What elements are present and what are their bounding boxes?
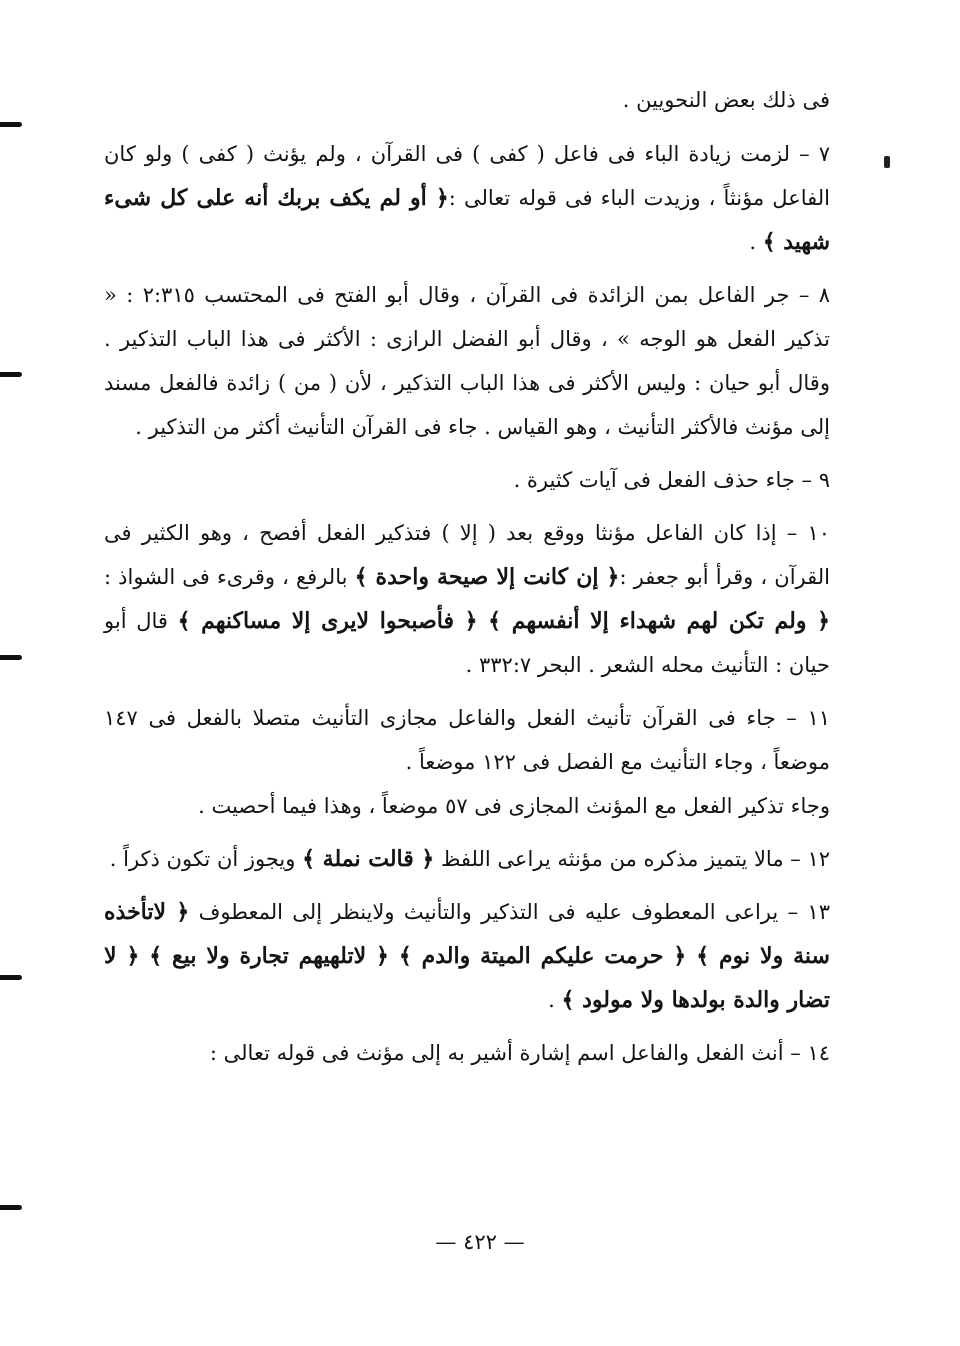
note-text: قال أبو حيان : التأنيث محله الشعر . البحر ٣٣٢:٧ . xyxy=(104,609,830,677)
note-paragraph xyxy=(104,837,830,881)
page-number: — ٤٢٢ — xyxy=(435,1230,525,1254)
note-paragraph xyxy=(104,132,830,264)
note-text: . xyxy=(548,988,562,1012)
scan-speck xyxy=(884,156,890,168)
note-text: . xyxy=(749,230,763,254)
quran-quote: ﴿ إن كانت إلا صيحة واحدة ﴾ xyxy=(354,564,620,590)
note-paragraph xyxy=(104,784,830,828)
note-text: ١١ – جاء فى القرآن تأنيث الفعل والفاعل مجازى التأنيث متصلا بالفعل فى ١٤٧ موضعاً ، وجاء التأنيث مع الفصل فى ١٢٢ موضعاً . xyxy=(104,706,830,774)
note-text: ١٤ – أنث الفعل والفاعل اسم إشارة أشير به إلى مؤنث فى قوله تعالى : xyxy=(209,1041,830,1065)
note-paragraph xyxy=(104,1031,830,1075)
scan-edge-mark xyxy=(0,1205,22,1210)
note-text: بالرفع ، وقرىء فى الشواذ : xyxy=(104,565,355,589)
note-text: ٧ – لزمت زيادة الباء فى فاعل ( كفى ) فى القرآن ، ولم يؤنث ( كفى ) ولو كان الفاعل مؤنثاً ، وزيدت الباء فى قوله تعالى : xyxy=(104,142,830,210)
quran-quote: ﴿ لاتأخذه سنة ولا نوم ﴾ ﴿ حرمت عليكم الميتة والدم ﴾ ﴿ لاتلهيهم تجارة ولا بيع ﴾ ﴿ لا تضار والدة بولدها ولا مولود ﴾ xyxy=(104,899,830,1013)
quran-quote: ﴿ أو لم يكف بربك أنه على كل شىء شهيد ﴾ xyxy=(104,185,830,255)
note-text: ٩ – جاء حذف الفعل فى آيات كثيرة . xyxy=(513,468,830,492)
note-text: ٨ – جر الفاعل بمن الزائدة فى القرآن ، وقال أبو الفتح فى المحتسب ٢:٣١٥ : « تذكير الفعل هو الوجه » ، وقال أبو الفضل الرازى : الأكثر فى هذا الباب التذكير . وقال أبو حيان : وليس الأكثر فى هذا الباب التذكير ، لأن ( من ) زائدة فالفعل مسند إلى مؤنث فالأكثر التأنيث ، وهو القياس . جاء فى القرآن التأنيث أكثر من التذكير . xyxy=(104,283,830,439)
note-paragraph xyxy=(104,458,830,502)
scan-edge-mark xyxy=(0,122,22,127)
quran-quote: ﴿ قالت نملة ﴾ xyxy=(302,846,435,872)
scan-edge-mark xyxy=(0,975,22,980)
note-paragraph xyxy=(104,273,830,449)
note-text: وجاء تذكير الفعل مع المؤنث المجازى فى ٥٧ موضعاً ، وهذا فيما أحصيت . xyxy=(198,794,830,818)
note-paragraph xyxy=(104,696,830,784)
page-body xyxy=(104,78,830,1084)
note-text: ١٢ – مالا يتميز مذكره من مؤنثه يراعى اللفظ xyxy=(434,847,830,871)
note-text: ويجوز أن تكون ذكراً . xyxy=(109,847,303,871)
note-text: ١٣ – يراعى المعطوف عليه فى التذكير والتأنيث ولاينظر إلى المعطوف xyxy=(189,900,830,924)
note-paragraph xyxy=(104,511,830,687)
opening-line: فى ذلك بعض النحويين . xyxy=(622,88,830,112)
scan-edge-mark xyxy=(0,372,22,377)
numbered-notes-list xyxy=(104,132,830,1075)
scan-edge-mark xyxy=(0,655,22,660)
note-text: ١٠ – إذا كان الفاعل مؤنثا ووقع بعد ( إلا ) فتذكير الفعل أفصح ، وهو الكثير فى القرآن ، وقرأ أبو جعفر : xyxy=(104,521,830,589)
quran-quote: ﴿ ولم تكن لهم شهداء إلا أنفسهم ﴾ ﴿ فأصبحوا لايرى إلا مساكنهم ﴾ xyxy=(177,608,830,634)
note-paragraph xyxy=(104,890,830,1022)
